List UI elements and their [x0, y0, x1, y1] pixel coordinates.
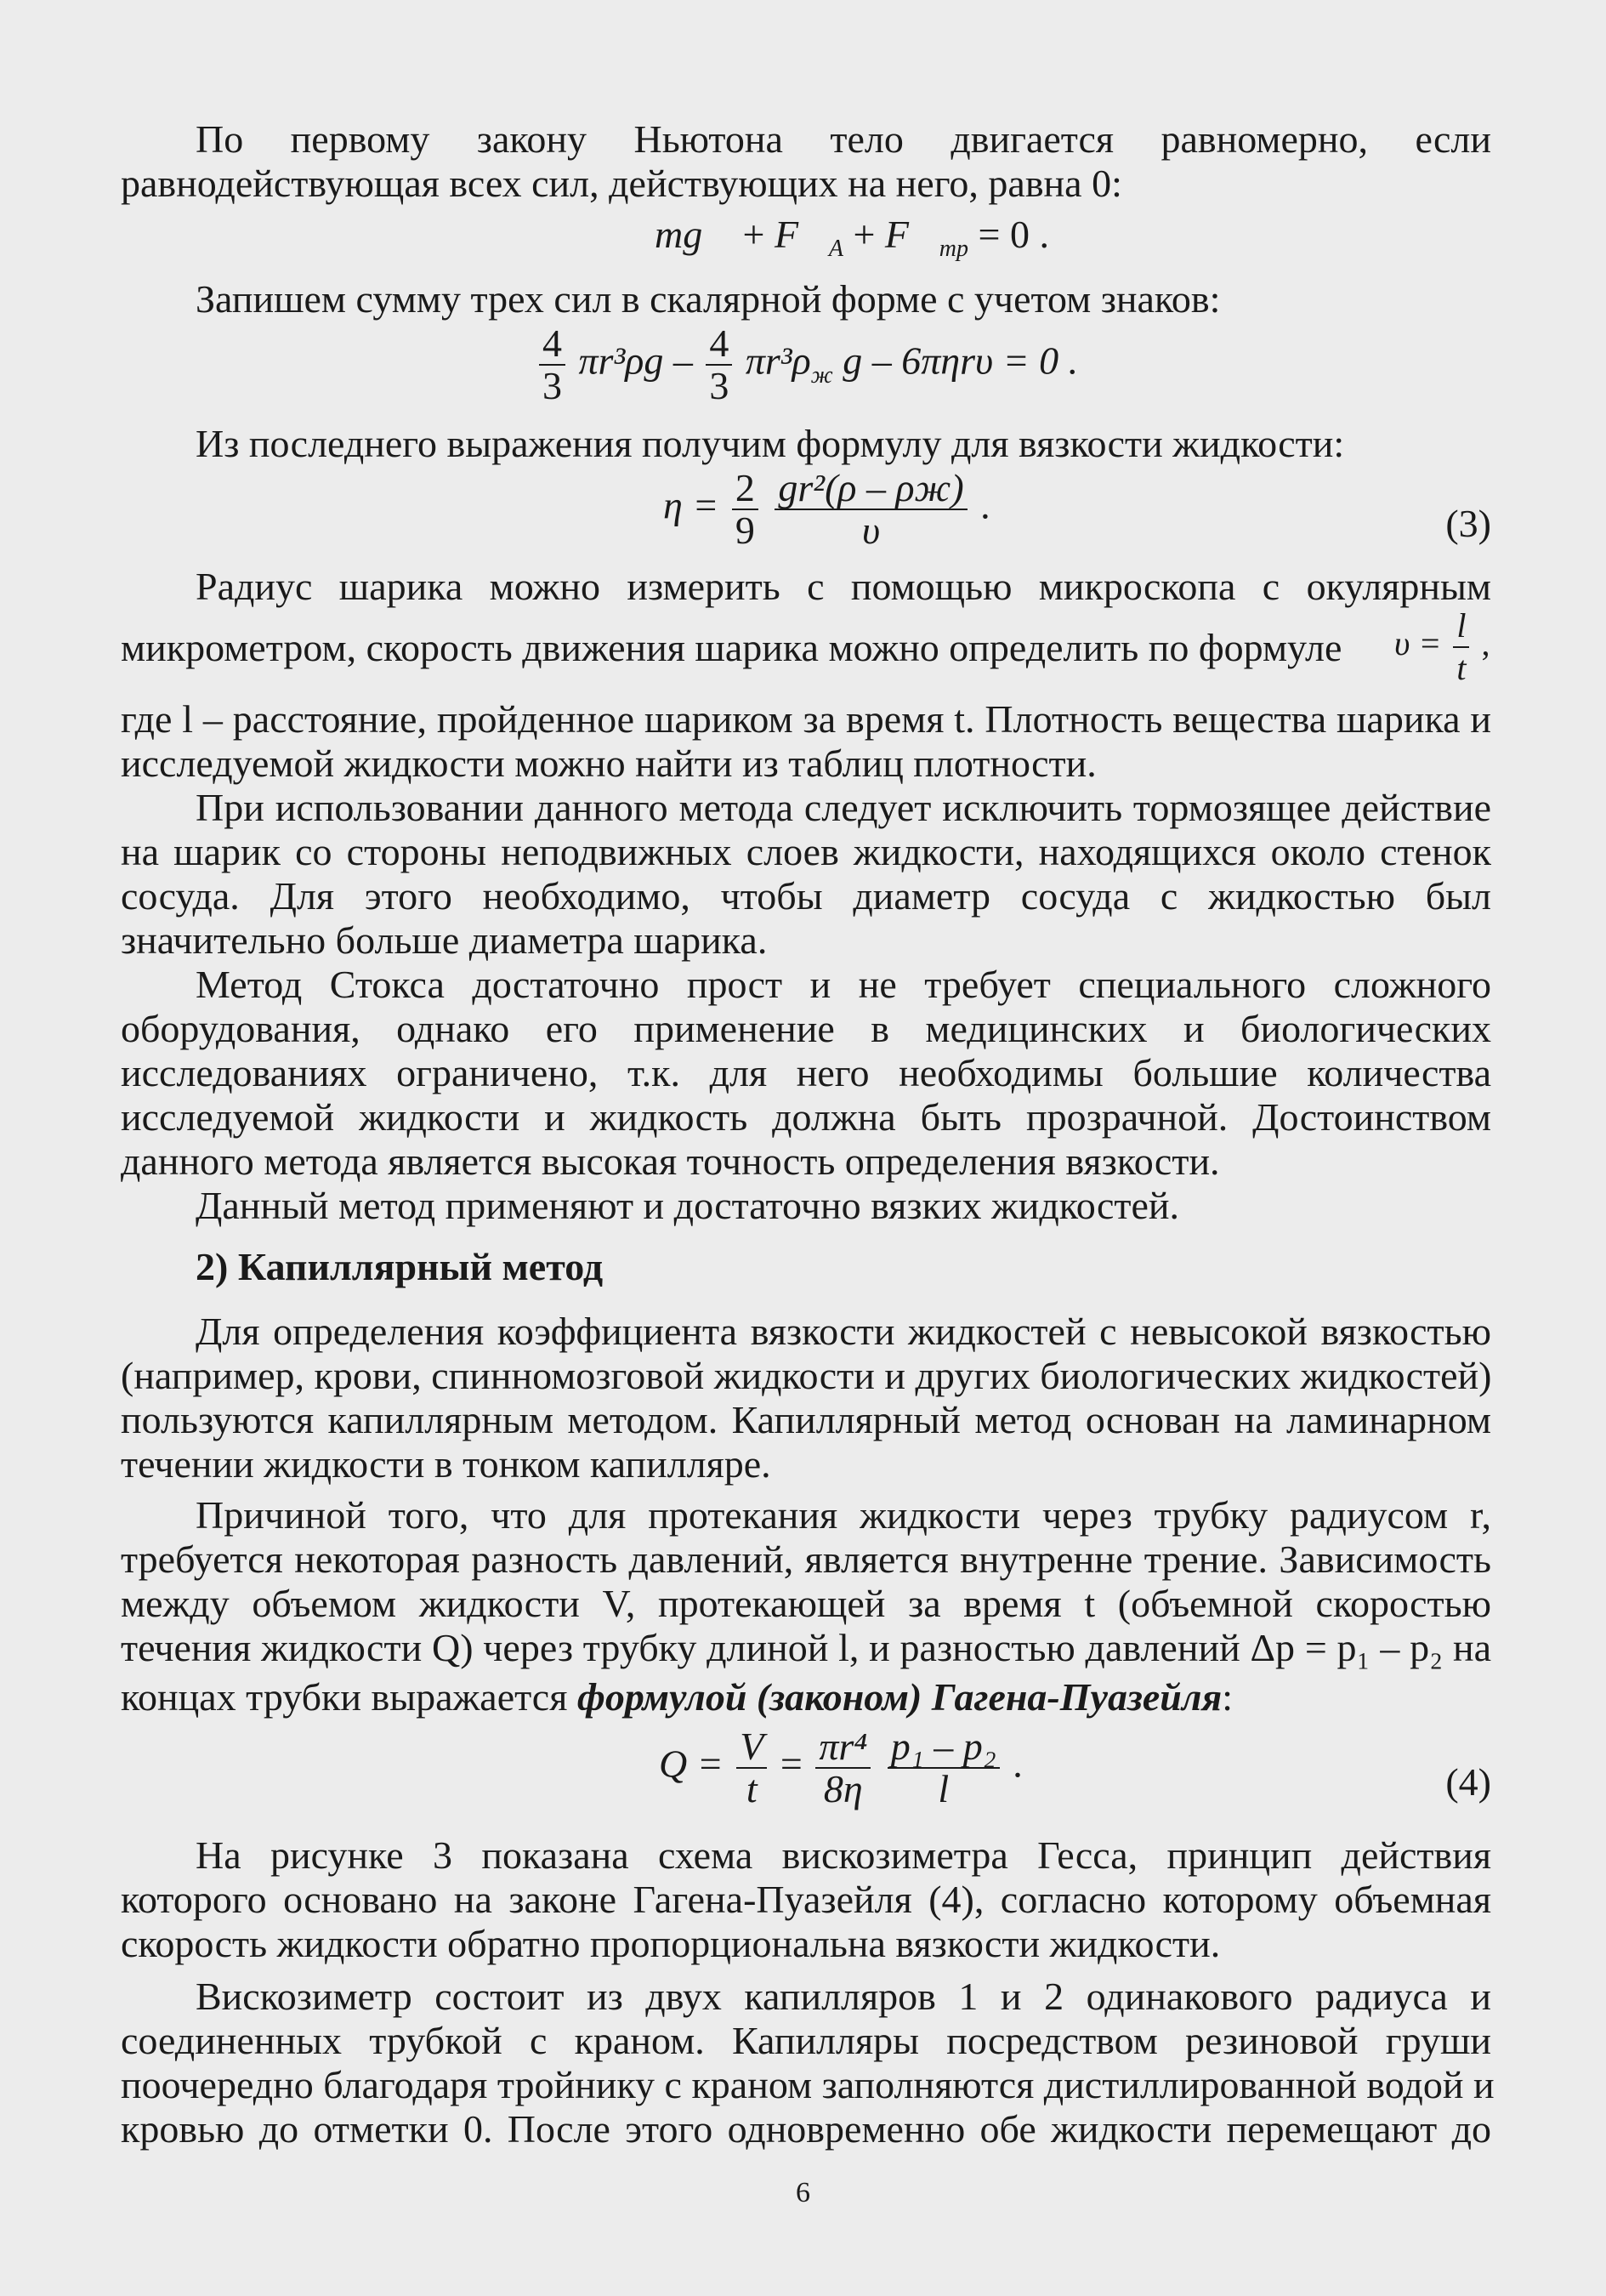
- text-line: (например, крови, спинномозговой жидкости и других биологических жидкостей): [121, 1354, 1492, 1397]
- text-line: скорость жидкости обратно пропорциональна вязкости жидкости.: [121, 1922, 1221, 1965]
- text-line: данного метода является высокая точность определения вязкости.: [121, 1139, 1220, 1183]
- text-line: Запишем сумму трех сил в скалярной форме с учетом знаков:: [196, 277, 1221, 321]
- text-line: исследуемой жидкости можно найти из таблиц плотности.: [121, 742, 1097, 785]
- sum-formula: $\frac{4}{3}$ πr³ρg – $\frac{4}{3}$ $\pi r^3\rho_ж$ g – 6πηrυ = 0 .: [536, 323, 1078, 406]
- text-line: пользуются капиллярным методом. Капиллярный метод основан на ламинарном: [121, 1398, 1491, 1441]
- section-heading: 2) Капиллярный метод: [196, 1245, 604, 1288]
- text-line: требуется некоторая разность давлений, является внутренне трение. Зависимость: [121, 1537, 1491, 1581]
- text-line: исследованиях ограничено, т.к. для него необходимы большие количества: [121, 1051, 1491, 1094]
- equation-number: (3): [1445, 502, 1491, 545]
- text-line: которого основано на законе Гагена-Пуазейля (4), согласно которому объемная: [121, 1878, 1491, 1921]
- text-line: Вискозиметр состоит из двух капилляров 1 и 2 одинакового радиуса и: [196, 1975, 1491, 2018]
- text-line: исследуемой жидкости и жидкость должна быть прозрачной. Достоинством: [121, 1095, 1491, 1139]
- page-number: 6: [796, 2177, 810, 2208]
- viscosity-formula: η = $\frac{2}{9}$ $\frac{\text{gr²(ρ – ρж)}}{\upsilon}$ .: [663, 466, 990, 552]
- text-line: Метод Стокса достаточно прост и не требует специального сложного: [196, 963, 1491, 1006]
- text-line: кровью до отметки 0. После этого одновременно обе жидкости перемещают до: [121, 2107, 1491, 2151]
- text-line: микрометром, скорость движения шарика можно определить по формуле: [121, 626, 1342, 669]
- equation-number: (4): [1445, 1760, 1491, 1804]
- text-line: Для определения коэффициента вязкости жидкостей с невысокой вязкостью: [196, 1310, 1491, 1353]
- poiseuille-formula: Q = $\frac{V}{t}$ = $\frac{\text{πr⁴}}{8\eta}$ $\frac{\text{p₁ – p₂}}{l}$ .: [659, 1725, 1023, 1810]
- speed-formula: υ = $\frac{l}{t}$ ,: [1394, 606, 1490, 687]
- text-line: между объемом жидкости V, протекающей за время t (объемной скоростью: [121, 1582, 1491, 1625]
- text-line: Данный метод применяют и достаточно вязких жидкостей.: [196, 1184, 1180, 1227]
- text-line: сосуда. Для этого необходимо, чтобы диаметр сосуда с жидкостью был: [121, 874, 1491, 918]
- text-line: оборудования, однако его применение в медицинских и биологических: [121, 1007, 1491, 1050]
- text-line: равнодействующая всех сил, действующих на него, равна 0:: [121, 162, 1122, 205]
- newton-formula: mg⃗ + $F⃗_A$ + $F⃗_{тр} = 0$ .: [655, 213, 1049, 263]
- text-line: течении жидкости в тонком капилляре.: [121, 1442, 771, 1486]
- text-line: Радиус шарика можно измерить с помощью микроскопа с окулярным: [196, 565, 1491, 608]
- text-line: значительно больше диаметра шарика.: [121, 918, 768, 962]
- text-line: По первому закону Ньютона тело двигается равномерно, если: [196, 117, 1491, 161]
- text-line: При использовании данного метода следует исключить тормозящее действие: [196, 786, 1491, 829]
- text-line: поочередно благодаря тройнику с краном заполняются дистиллированной водой и: [121, 2063, 1495, 2106]
- text-line: концах трубки выражается формулой (законом) Гагена-Пуазейля:: [121, 1675, 1233, 1719]
- text-line: на шарик со стороны неподвижных слоев жидкости, находящихся около стенок: [121, 830, 1491, 873]
- text-line: течения жидкости Q) через трубку длиной l, и разностью давлений Δp = p₁ – p₂ на: [121, 1626, 1491, 1669]
- text-line: где l – расстояние, пройденное шариком за время t. Плотность вещества шарика и: [121, 697, 1491, 741]
- text-line: На рисунке 3 показана схема вискозиметра Гесса, принцип действия: [196, 1833, 1491, 1877]
- text-line: соединенных трубкой с краном. Капилляры посредством резиновой груши: [121, 2019, 1491, 2062]
- law-name: формулой (законом) Гагена-Пуазейля: [576, 1675, 1223, 1719]
- text-line: Из последнего выражения получим формулу для вязкости жидкости:: [196, 422, 1345, 465]
- text-line: Причиной того, что для протекания жидкости через трубку радиусом r,: [196, 1493, 1491, 1537]
